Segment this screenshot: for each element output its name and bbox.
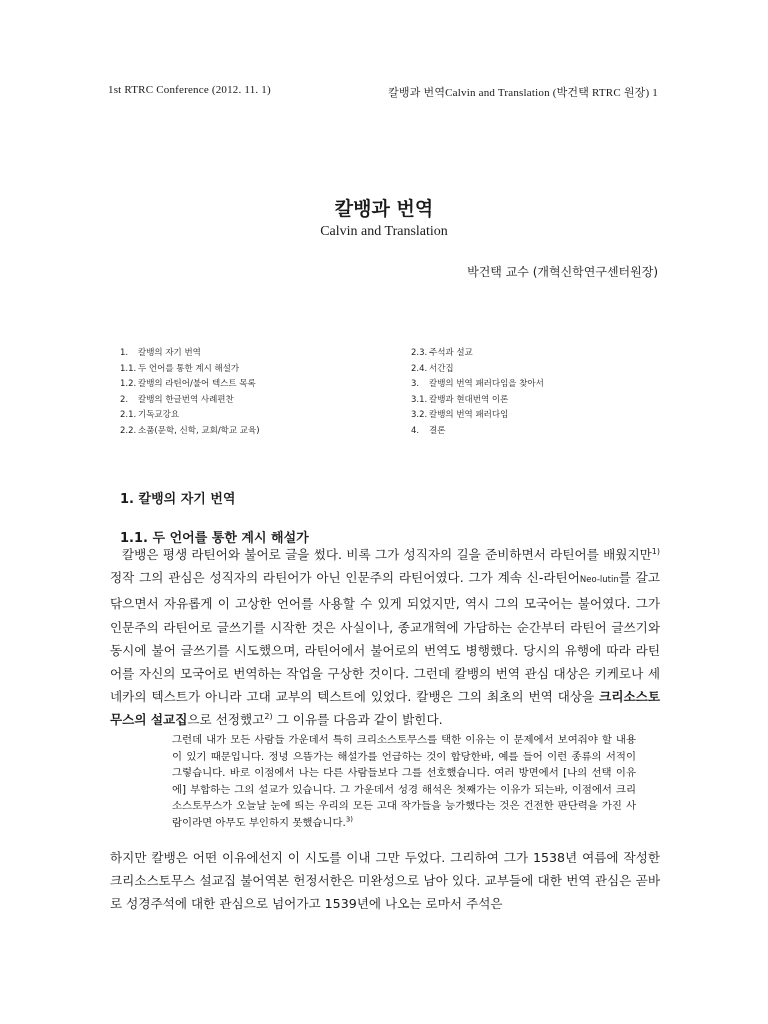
running-header-left: 1st RTRC Conference (2012. 11. 1): [108, 84, 271, 96]
toc-item: [411, 393, 544, 409]
toc-number: 3.1.: [411, 394, 428, 405]
toc-number: 1.1.: [120, 363, 137, 374]
toc-item: [120, 424, 260, 440]
toc-number: 2.3.: [411, 348, 428, 358]
toc-item: [120, 393, 260, 409]
footnote-marker: 2): [264, 712, 273, 722]
toc-label: 서간집: [429, 363, 454, 374]
toc-label: 칼뱅의 라틴어/불어 텍스트 목록: [138, 379, 256, 389]
paragraph-text: 그 이유를 다음과 같이 밝힌다.: [272, 712, 443, 728]
toc-label: 칼뱅의 자기 번역: [138, 348, 201, 358]
toc-item: [411, 408, 544, 424]
toc-label: 칼뱅의 번역 패러다임을 찾아서: [429, 379, 544, 389]
toc-number: 1.: [120, 348, 129, 358]
toc-label: 두 언어를 통한 계시 해설가: [138, 363, 240, 374]
toc-number: 4.: [411, 425, 420, 436]
toc-number: 2.1.: [120, 410, 137, 420]
toc-right-column: [411, 346, 544, 439]
paragraph-text: 를 갈고 닦으면서 자유롭게 이 고상한 언어를 사용할 수 있게 되었지만, 역시 그의 모국어는 불어였다. 그가 인문주의 라틴어로 글쓰기를 시작한 것은 사실이나, 종교개혁에 가담하는 순간부터 라틴어 글쓰기와 동시에 불어 글쓰기를 시도했으며, 라틴어에서 불어로의 번역도 병행했다. 당시의 유행에 따라 라틴어를 자신의 모국어로 번역하는 작업을 구상한 것이다. 그런데 칼뱅의 번역 관심 대상은 키케로나 세네카의 텍스트가 아니라 고대 교부의 텍스트에 있었다. 칼뱅은 그의 최초의 번역 대상을: [110, 570, 661, 705]
toc-label: 결론: [429, 425, 446, 436]
toc-number: 3.2.: [411, 410, 428, 420]
toc-item: [120, 408, 260, 424]
document-subtitle: Calvin and Translation: [320, 224, 448, 239]
inline-term: Neo-lutin: [579, 575, 619, 586]
toc-item: [120, 377, 260, 393]
document-title: 칼뱅과 번역: [334, 198, 434, 220]
paragraph-text: 으로 선정했고: [187, 712, 265, 728]
toc-item: [120, 362, 260, 378]
footnote-marker: 3): [345, 815, 353, 824]
section-heading: 1. 칼뱅의 자기 번역: [120, 492, 236, 507]
toc-number: 2.4.: [411, 363, 428, 374]
subsection-heading: 1.1. 두 언어를 통한 계시 해설가: [120, 531, 309, 546]
toc-item: [411, 362, 544, 378]
quote-text: 그런데 내가 모든 사람들 가운데서 특히 크리소스토무스를 택한 이유는 이 문제에서 보여줘야 할 내용이 있기 때문입니다. 정녕 으뜸가는 해설가를 언급하는 것이 합당한바, 예를 들어 이런 종류의 서적이 그렇습니다. 바로 이점에서 나는 다른 사람들보다 그를 선호했습니다. 여러 방면에서 [나의 선택 이유에] 부합하는 그의 설교가 있습니다. 그 가운데서 성경 해석은 첫째가는 이유가 되는바, 이점에서 크리소스토무스가 오늘날 눈에 띄는 우리의 모든 고대 작가들을 능가했다는 것은 건전한 판단력을 가진 사람이라면 아무도 부인하지 못했습니다.: [172, 734, 636, 829]
toc-left-column: [120, 346, 260, 439]
toc-number: 2.: [120, 394, 129, 405]
body-paragraph: [110, 543, 660, 732]
toc-number: 1.2.: [120, 379, 137, 389]
toc-label: 칼뱅의 한글번역 사례편찬: [138, 394, 234, 405]
block-quote: [172, 732, 636, 832]
body-paragraph: 하지만 칼뱅은 어떤 이유에선지 이 시도를 이내 그만 두었다. 그리하여 그가 1538년 여름에 작성한 크리소스토무스 설교집 불어역본 헌정서한은 미완성으로 남아 있다. 교부들에 대한 번역 관심은 곧바로 성경주석에 대한 관심으로 넘어가고 1539년에 나오는 로마서 주석은: [110, 850, 660, 912]
toc-number: 3.: [411, 379, 420, 389]
running-header-right: 칼뱅과 번역Calvin and Translation (박건택 RTRC 원장) 1: [388, 87, 658, 99]
toc-label: 칼뱅의 번역 패러다임: [429, 410, 509, 420]
toc-number: 2.2.: [120, 425, 137, 436]
toc-item: [411, 424, 544, 440]
footnote-marker: 1): [651, 546, 660, 556]
toc-item: [411, 377, 544, 393]
author-line: 박건택 교수 (개혁신학연구센터원장): [467, 265, 658, 279]
toc-label: 소품(문학, 신학, 교회/학교 교육): [138, 425, 260, 436]
emphasized-term: 크리소스토무스의 설교집: [110, 689, 660, 728]
toc-label: 주석과 설교: [429, 348, 473, 358]
paragraph-text: 정작 그의 관심은 성직자의 라틴어가 아닌 인문주의 라틴어였다. 그가 계속 신-라틴어: [110, 570, 580, 586]
toc-item: [120, 346, 260, 362]
paragraph-text: 칼뱅은 평생 라틴어와 불어로 글을 썼다. 비록 그가 성직자의 길을 준비하면서 라틴어를 배웠지만: [122, 547, 652, 562]
toc-label: 칼뱅과 현대번역 이론: [429, 394, 509, 405]
toc-label: 기독교강요: [138, 410, 180, 420]
toc-item: [411, 346, 544, 362]
